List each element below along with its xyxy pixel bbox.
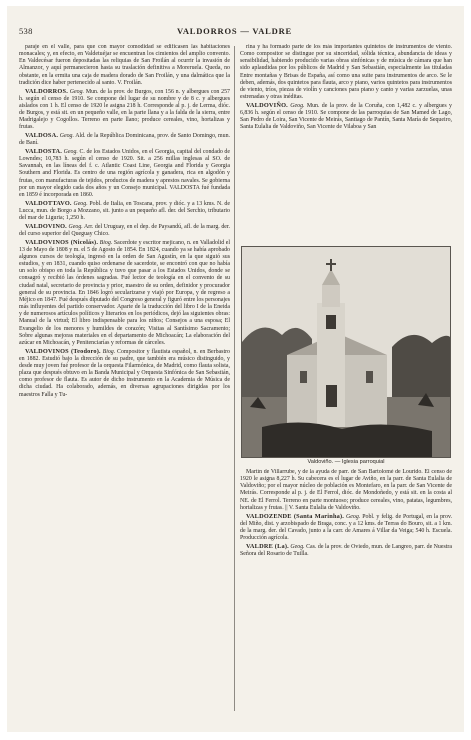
entry-text: Compositor y flautista español, n. en Berbastro en 1882. Estudió bajo la dirección de su padre, que también era músico distinguido, y desde muy joven fué profesor de la orquesta Filarmónica, de Madrid, como flauta solista, plaza que después obtuvo en la Banda Municipal y Orquesta Sinfónica de San Sebastián, como profesor de flauta. Es autor de dicho instrumento en la Academia de Música de dicha ciudad. Ha colaborado, además, en diversas agrupaciones dirigidas por los maestros Falla y Tu- bbox=[19, 348, 230, 398]
entry-category: Geog. bbox=[73, 200, 88, 207]
entry-headword: VALDOVIÑO. bbox=[246, 101, 288, 109]
entry-headword: VALDOVINOS (Nicolás). bbox=[25, 238, 99, 246]
entry-paragraph bbox=[240, 102, 452, 132]
left-column bbox=[19, 44, 230, 712]
entry-text: Sacerdote y escritor mejicano, n. en Valladolid el 13 de Mayo de 1808 y m. el 5 de Agosto de 1854. En 1824, cuando ya se había aprobado algunos cursos de teología, ingresó en la orden de San Agustín, en la que siguió sus estudios, y en 1831, cuando quiso ordenarse de sacerdote, se encontró con que no había un solo obispo en toda la República y tuvo que pasar a los Estados Unidos, donde se consagró y recibió las órdenes sagradas. Fué lector de teología en el convento de su ciudad natal, secretario de provincia y prior, maestro de su orden, definidor y procurador general de su provincia. En 1846 logró secularizarse y viajó por Europa, y de regreso a Méjico en 1847. Fué después diputado del Congreso general y figuró entre los personajes más influyentes del partido conservador. Aparte de la traducción del libro I de la Eneida y de numerosos artículos políticos y literarios en los periódicos, dejó las siguientes obras: Manual de la virtud; El libro indispensable para los niños; Consejos a una esposa; El Evangelio de los menores y humildes de corazón; Visitas al Santísimo Sacramento; Sobre algunas mejoras materiales en el departamento de Michoacán; La elaboración del azúcar en Michoacán, y Penitenciarías y reformas de cárceles. bbox=[19, 239, 230, 346]
entry-paragraph bbox=[240, 44, 452, 101]
entry-paragraph bbox=[240, 469, 452, 512]
entry-category: Geog. bbox=[59, 133, 74, 140]
entry-category: Geog. bbox=[63, 148, 78, 155]
entry-paragraph bbox=[240, 543, 452, 558]
right-column-bottom bbox=[240, 469, 452, 714]
entry-text: Mun. de la prov. de Burgos, con 156 n. y albergues con 257 h. según el censo de 1910. Se compone del lugar de su nombre y de 8 c. y albergues aislados con 1 h. El censo de 1920 le asigna 218 h. Corresponde al p. j. de Lerma, dióc. de Burgos, y está sit. en un pequeño valle, en la parte llana y a la falda de la sierra, entre Madrigalejo y Cogollos. Terreno en parte llano; produce cereales, vino, hortalizas y frutas. bbox=[19, 88, 230, 131]
entry-paragraph bbox=[240, 513, 452, 543]
entry-headword: VALDOVINOS (Teodoro). bbox=[25, 347, 101, 355]
entry-text: rina y ha formado parte de los más importantes quintetos de instrumentos de viento. Como compositor se distingue por su sinceridad, sólida técnica, abundancia de ideas y sensibilidad, habiendo producido varias obras sinfónicas y de música de cámara que han sido aplaudidas por los públicos de Madrid y San Sebastián, especialmente las tituladas Entre montañas y Brisas de España, así como una suite para instrumentos de arco. Se le deben, además, dos quintetos para flauta, arco y piano, varios quintetos para instrumentos de viento, tríos, piezas de violín y canciones para piano y canto y varias zarzuelas, unas estrenadas y otras inéditas. bbox=[240, 44, 452, 101]
entry-text: Ald. de la República Dominicana, prov. de Santo Domingo, mun. de Baní. bbox=[19, 133, 230, 147]
column-divider bbox=[234, 46, 235, 711]
entry-paragraph bbox=[19, 44, 230, 87]
entry-category: Biog. bbox=[102, 348, 116, 355]
entry-paragraph bbox=[19, 223, 230, 238]
entry-category: Geog. bbox=[68, 223, 83, 230]
encyclopedia-page bbox=[7, 6, 464, 732]
entry-headword: VALDOVINO. bbox=[25, 222, 67, 230]
page-header bbox=[19, 26, 450, 38]
entry-headword: VALDOSTA. bbox=[25, 147, 63, 155]
entry-paragraph bbox=[19, 132, 230, 147]
entry-text: Pobl. de Italia, en Toscana, prov. y dióc. y a 13 kms. N. de Lucca, mun. de Borgo a Mozzano, sit. junto a un pequeño afl. der. del Serchio, tributario del mar de Liguria; 1,250 h. bbox=[19, 200, 230, 221]
entry-text: paraje en el valle, para que con mayor comodidad se edificasen las habitaciones monacales; y, en efecto, en Valdetuéjar se encuentran los cimientos del amplio convento. En Valdecésar fueron depositadas las reliquias de San Froilán al ocurrir la invasión de Almanzor, y aquí permanecieron hasta su traslación definitiva a Moreruela. Queda, no obstante, en la ermita una caja de madera dorado de San Froilán, y una dalmática que la tradición dice haber pertenecido al santo. V. Froilán. bbox=[19, 44, 230, 86]
entry-text: C. de los Estados Unidos, en el Georgia, capital del condado de Lowndes; 10,783 h. según el censo de 1920. Sit. a 256 millas inglesas al SO. de Savannah, en las líneas del f. c. Atlantic Coast Line, Georgia and Florida y Georgia Southern and Florida. Es centro de una región agrícola y ganadera, rica en algodón y frutas, con manufacturas de tejidos, productos de madera y aprestos navales. Se gobierna por un mayor elegido cada dos años y un Consejo municipal. VALDOSTA fué fundada en 1859 é incorporada en 1860. bbox=[19, 148, 230, 198]
entry-text: Mun. de la prov. de la Coruña, con 1,482 c. y albergues y 6,836 h. según el censo de 1910. Se compone de las parroquias de San Mamed de Lago, San Pedro de Loira, San Vicente de Meirás, Santiago de Pantín, Santa María de Sequeiro, Santa Eulalia de Valdoviño, San Vicente de Vilaboa y San bbox=[240, 102, 452, 131]
church-illustration bbox=[242, 247, 451, 458]
entry-text: Pobl. y felig. de Portugal, en la prov. del Miño, dist. y arzobispado de Braga, conc. y a 12 kms. de Terras do Bouro, sit. a 1 km. de la marg. der. del Cavado, junto a la carr. de Amares á Villar da Veiga; 540 h. Escuela. Producción agrícola. bbox=[240, 513, 452, 541]
entry-paragraph bbox=[19, 200, 230, 222]
photo-caption: Valdoviño. — Iglesia parroquial bbox=[307, 459, 385, 465]
entry-text: Cas. de la prov. de Oviedo, mun. de Langreo, parr. de Nuestra Señora del Rosario de Tuilla. bbox=[240, 543, 452, 557]
church-photo bbox=[241, 246, 451, 458]
entry-paragraph bbox=[19, 88, 230, 132]
page-number: 538 bbox=[19, 26, 33, 36]
running-title: VALDORROS — VALDRE bbox=[176, 26, 292, 36]
entry-headword: VALDRE (La). bbox=[246, 542, 289, 550]
entry-paragraph bbox=[19, 348, 230, 399]
entry-headword: VALDORROS. bbox=[25, 87, 68, 95]
entry-text: Martín de Villarrube, y de la ayuda de parr. de San Bartolomé de Lourido. El censo de 1920 le asigna 8,227 h. Su cabecera es el lugar de Aviño, en la parr. de Santa Eulalia de Valdoviño; por el mayor núcleo de población es Montefaro, en la parr. de San Vicente de Meirás. Corresponde al p. j. de El Ferrol, dióc. de Mondoñedo, y está sit. en la costa al NE. de El Ferrol. Terreno en parte montuoso; produce cereales, vino, patatas, legumbres, hortalizas y frutas. || V. Santa Eulalia de Valdoviño. bbox=[240, 469, 452, 511]
entry-category: Geog. bbox=[290, 102, 305, 109]
entry-headword: VALDOSA. bbox=[25, 132, 59, 140]
entry-text: Arr. del Uruguay, en el dep. de Paysandú, afl. de la marg. der. del curso superior del Queguay Chico. bbox=[19, 223, 230, 237]
entry-paragraph bbox=[19, 148, 230, 199]
entry-category: Geog. bbox=[69, 88, 85, 95]
entry-headword: VALDOTTAVO. bbox=[25, 199, 72, 207]
right-column-top bbox=[240, 44, 452, 241]
entry-category: Geog. bbox=[346, 513, 361, 520]
entry-category: Biog. bbox=[99, 239, 113, 246]
entry-paragraph bbox=[19, 239, 230, 347]
entry-headword: VALDOZENDE (Santa Marinha). bbox=[246, 512, 345, 520]
entry-category: Geog. bbox=[290, 543, 305, 550]
